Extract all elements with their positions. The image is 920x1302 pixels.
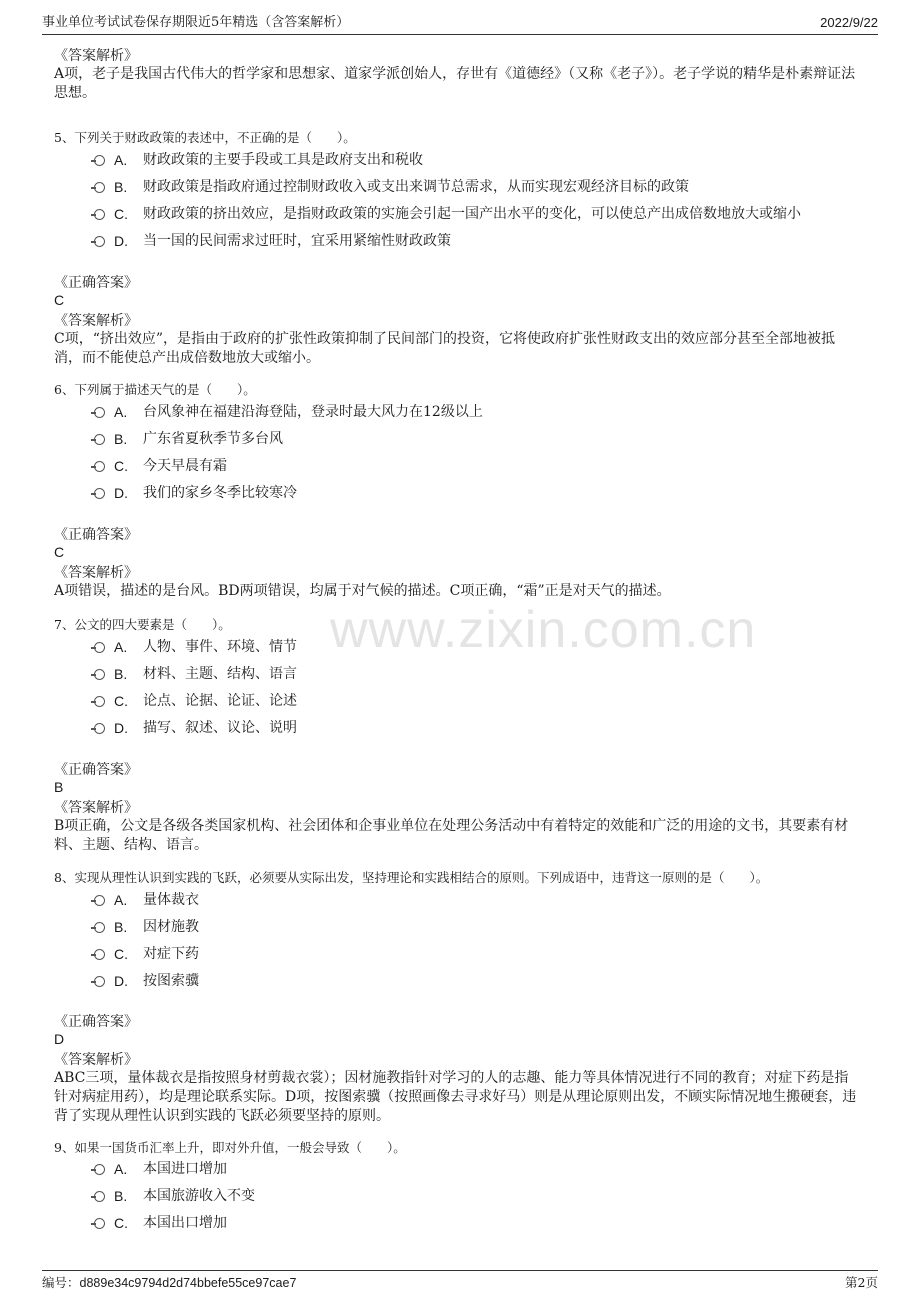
analysis-text: ABC三项，量体裁衣是指按照身材剪裁衣裳）；因材施教指针对学习的人的志趣、能力等具体情况进行不同的教育；对症下药是指针对病症用药），均是理论联系实际。D项，按图索骥（按照画像去寻求好马）则是从理论原则出发，不顾实际情况地生搬硬套，违背了实现从理性认识到实践的飞跃必须要坚持的原则。 [54, 1070, 857, 1124]
analysis-label: 《答案解析》 [54, 565, 138, 581]
analysis-label: 《答案解析》 [54, 800, 138, 816]
radio-icon[interactable] [94, 1164, 105, 1175]
answer-value: D [54, 1031, 65, 1047]
answer-label: 《正确答案》 [54, 762, 138, 778]
radio-icon[interactable] [94, 155, 105, 166]
radio-icon[interactable] [94, 642, 105, 653]
radio-icon[interactable] [94, 723, 105, 734]
analysis-label: 《答案解析》 [54, 313, 138, 329]
radio-icon[interactable] [94, 895, 105, 906]
radio-icon[interactable] [94, 461, 105, 472]
radio-icon[interactable] [94, 182, 105, 193]
page-number: 第2页 [845, 1275, 878, 1290]
answer-value: C [54, 292, 65, 308]
answer-label: 《正确答案》 [54, 275, 138, 291]
radio-icon[interactable] [94, 407, 105, 418]
analysis-text: A项错误，描述的是台风。BD两项错误，均属于对气候的描述。C项正确，“霜”正是对天气的描述。 [54, 583, 671, 599]
analysis-text: B项正确，公文是各级各类国家机构、社会团体和企事业单位在处理公务活动中有着特定的效能和广泛的用途的文书，其要素有材料、主题、结构、语言。 [54, 818, 849, 853]
radio-icon[interactable] [94, 976, 105, 987]
question-stem: 8、实现从理性认识到实践的飞跃，必须要从实际出发，坚持理论和实践相结合的原则。下列成语中，违背这一原则的是（ ）。 [54, 870, 769, 885]
document-title: 事业单位考试试卷保存期限近5年精选（含答案解析） [42, 15, 350, 30]
radio-icon[interactable] [94, 949, 105, 960]
radio-icon[interactable] [94, 669, 105, 680]
answer-label: 《正确答案》 [54, 527, 138, 543]
radio-icon[interactable] [94, 1191, 105, 1202]
answer-value: C [54, 544, 65, 560]
radio-icon[interactable] [94, 1218, 105, 1229]
radio-icon[interactable] [94, 434, 105, 445]
radio-icon[interactable] [94, 236, 105, 247]
analysis-label: 《答案解析》 [54, 48, 138, 64]
page-footer [42, 1270, 878, 1291]
page-header [42, 14, 878, 35]
document-date: 2022/9/22 [820, 15, 878, 30]
question-stem: 9、如果一国货币汇率上升，即对外升值，一般会导致（ ）。 [54, 1140, 406, 1155]
question-stem: 7、公文的四大要素是（ ）。 [54, 617, 231, 632]
analysis-label: 《答案解析》 [54, 1052, 138, 1068]
watermark: www.zixin.com.cn [330, 601, 757, 659]
question-stem: 6、下列属于描述天气的是（ ）。 [54, 382, 256, 397]
answer-label: 《正确答案》 [54, 1014, 138, 1030]
document-id: 编号：d889e34c9794d2d74bbefe55ce97cae7 [42, 1275, 297, 1290]
radio-icon[interactable] [94, 922, 105, 933]
radio-icon[interactable] [94, 209, 105, 220]
radio-icon[interactable] [94, 488, 105, 499]
question-stem: 5、下列关于财政政策的表述中，不正确的是（ ）。 [54, 130, 356, 145]
radio-icon[interactable] [94, 696, 105, 707]
answer-value: B [54, 779, 64, 795]
analysis-text: A项，老子是我国古代伟大的哲学家和思想家、道家学派创始人，存世有《道德经》（又称《老子》）。老子学说的精华是朴素辩证法思想。 [54, 66, 856, 101]
analysis-text: C项，“挤出效应”，是指由于政府的扩张性政策抑制了民间部门的投资，它将使政府扩张性财政支出的效应部分甚至全部地被抵消，而不能使总产出成倍数地放大或缩小。 [54, 331, 836, 366]
